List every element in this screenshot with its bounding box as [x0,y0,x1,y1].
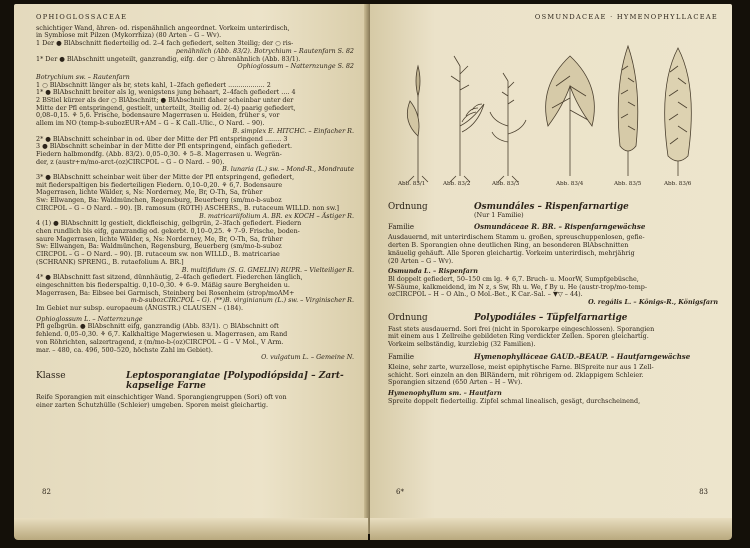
text-line: derten B. Sporangien ohne deutlichen Ring, an besonderen BlAbschnitten [388,241,629,250]
text-line: Sw: Ellwangen, Ba: Waldmünchen, Regensburg, Beuerberg (sm/mo-b-suboz [36,242,282,251]
text-line: Fast stets ausdauernd. Sori frei (nicht in Sporokarpe eingeschlossen). Sporangien [388,324,655,333]
page-edge-left [14,518,368,540]
right-page [370,4,732,532]
text-line: Sporangien sitzend (650 Arten – H – Wv). [388,378,523,387]
figure-caption-83-3: Abb. 83/3 [492,180,520,187]
ordnung-polypodiales [388,313,718,323]
ophioglossum-heading: Ophioglossum L. – Natternzunge [36,314,143,323]
figure-83-6-drawing [665,48,692,176]
text-line: knäuelig gehäuft. Alle Sporen gleichartig. Vorkeim unterirdisch, mehrjährig [388,248,635,257]
text-line: CIRCPOL – G – O Nard. – 90). [B. ramosum (ROTH) ASCHERS., B. rutaceum WILLD. non sw.] [36,203,339,212]
text-line: Fiedern halbmondfg. (Abb. 83/2). 0,05–0,30. ⚘ 5–8. Magerrasen u. Wegrän- [36,149,282,158]
text-line: penähnlich (Abb. 83/2). Botrychium – Rautenfarn S. 82 [175,46,354,55]
intro-key [36,25,354,71]
page-number-left: 82 [42,488,51,496]
klasse-title: Leptosporangiatae [Polypodiópsida] – Zart-kapselige Farne [126,370,344,391]
text-line: 4* ● BlAbschnitt fast sitzend, dünnhäutig, 2–4fach gefiedert. Fiederchen länglich, [36,273,303,282]
hymenophyllum-heading: Hymenophyllum sm. – Hautfarn [388,388,502,397]
page-edge-right [370,518,732,540]
klasse-label: Klasse [36,370,66,381]
familie-label-2: Familie [388,352,415,361]
left-page [14,4,368,532]
running-head-right: OSMUNDACEAE · HYMENOPHYLLACEAE [534,13,718,21]
figure-caption-83-1: Abb. 83/1 [398,180,426,187]
text-line: B. multifidum (S. G. GMELIN) RUPR. – Vielteiliger R. [181,265,354,274]
text-line: einer zarten Schutzhülle (Schleier) umgeben. Sporen meist gleichartig. [36,400,269,409]
ordnung-label-2: Ordnung [388,312,428,323]
familie-hymenophyllaceae [388,353,718,361]
text-line: allem im NO (temp-b-subozEUR+AM – G – K Call.-Ulic., O Nard. – 90). [36,119,265,128]
text-line: der, z (austr+m/mo-arct-(oz)CIRCPOL – G – O Nard. – 90). [36,157,225,166]
text-line: Ophioglossum – Natternzunge S. 82 [237,62,354,71]
osmunda-species: O. regális L. – Königs-R., Königsfarn [588,298,718,307]
text-line: in Symbiose mit Pilzen (Mykorrhiza) (80 Arten – G – Wv). [36,31,222,40]
text-line: Mitte der Pfl entspringend, gestielt, unterteilt, 3teilig od. 2(-4) paarig gefiedert, [36,103,296,112]
figure-83-1-drawing [407,66,428,183]
text-line: 2* ● BlAbschnitt scheinbar in od. über der Mitte der Pfl entspringend ........ 3 [36,134,288,143]
familie-label-1: Familie [388,223,415,232]
klasse-heading [36,371,354,391]
text-line: B. simplex E. HITCHC. – Einfacher R. [232,126,354,135]
osmundaceae-description [388,234,718,265]
familie-name-1: Osmundáceae R. BR. – Rispenfarngewächse [474,222,646,232]
ordnung-osmundales [388,202,718,212]
ophioglossum-text [36,323,354,362]
text-line: 1* ● BlAbschnitt breiter als lg, wenigstens jung behaart, 2–4fach gefiedert .... 4 [36,88,296,97]
right-page-text [388,14,718,405]
text-line: Ausdauernd, mit unterirdischem Stamm u. großen, spreuschuppenlosen, gefie- [388,233,645,242]
text-line: fehlend. 0,05–0,30. ⚘ 6,7. Kalkhaltige Magerwiesen u. Magerrasen, am Rand [36,330,288,339]
text-line: eingeschnitten bis fiederspaltig. 0,10–0,30. ⚘ 6–9. Mäßig saure Bergheiden u. [36,280,290,289]
text-line: W-Säume, kalkmeidend, im N z, s Sw, Rh u. We, f By u. He (austr-trop/mo-temp- [388,282,647,291]
text-line: schicht. Sori einzeln an den BlRändern, mit röhrigem od. 2klappigem Schleier. [388,370,644,379]
text-line: (20 Arten – G – Wv). [388,256,454,265]
text-line: 1 Der ● BlAbschnitt fiederteilig od. 2–4 fach gefiedert, selten 3teilig; der ○ ris- [36,39,294,48]
text-line: Spreite doppelt fiederteilig. Zipfel schmal linealisch, gesägt, durchscheinend, [388,396,641,405]
page-number-right: 83 [699,488,708,496]
figure-83-3-drawing [490,73,526,182]
text-line: 0,08–0,15. ⚘ 5,6. Frische, bodensaure Magerrasen u. Heiden, früher s, vor [36,111,280,120]
text-line: 1 ○ BlAbschnitt länger als br, stets kahl, 1–2fach gefiedert .................. 2 [36,80,271,89]
klasse-text [36,394,354,409]
running-head-left: OPHIOGLOSSACEAE [36,13,128,21]
figure-caption-83-6: Abb. 83/6 [664,180,692,187]
ordnung-name-1: Osmundáles – Rispenfarnartige [474,201,629,212]
figure-caption-83-5: Abb. 83/5 [614,180,642,187]
text-line: (SCHRANK) SPRENG., B. rutaefolium A. BR.] [36,257,184,266]
text-line: 4 (1) ● BlAbschnitt lg gestielt, dickfleischig, gelbgrün, 2–3fach gefiedert. Fiedern [36,219,302,228]
ordnung-name-2: Polypodiáles – Tüpfelfarnartige [474,312,628,323]
hymenophyllum-description [388,398,718,406]
text-line: Magerrasen, Ba: Eibsee bei Garmisch, Steinberg bei Rosenheim (strop/moAM+ [36,288,295,297]
text-line: Pfl gelbgrün. ● BlAbschnitt eifg, ganzrandig (Abb. 83/1). ○ BlAbschnitt oft [36,322,279,331]
book-spread [14,4,738,540]
figure-83-5-drawing [618,46,638,176]
text-line: chen rundlich bis eifg, ganzrandig od. gekerbt. 0,10–0,25. ⚘ 7–9. Frische, boden- [36,226,300,235]
osmunda-heading: Osmunda L. – Rispenfarn [388,267,478,276]
text-line: mit einem aus 1 Zellreihe gebildeten Ring verdickter Zellen. Sporen gleichartig. [388,332,649,341]
botrychium-key [36,82,354,313]
text-line: 1* Der ● BlAbschnitt ungeteilt, ganzrandig, eifg. der ○ ährenähnlich (Abb. 83/1). [36,54,301,63]
left-page-text [36,14,354,409]
fern-figures [388,26,718,196]
ordnung-subtitle-1: (Nur 1 Familie) [474,210,524,219]
botrychium-heading: Botrychium sw. – Rautenfarn [36,72,130,81]
text-line: mar. – 480, ca. 496, 500–520, höchste Zahl im Gebiet). [36,345,213,354]
text-line: m-b-subozCIRCPOL – G). (**)B. virginianum (L.) sw. – Virginischer R. [130,296,354,305]
text-line: Reife Sporangien mit einschichtiger Wand. Sporangiengruppen (Sori) oft von [36,392,287,401]
figure-83-4-drawing [546,56,595,176]
text-line: Vorkeim selbständig, kurzlebig (32 Familien). [388,340,536,349]
text-line: Im Gebiet nur subsp. europaeum (ÅNGSTR.) CLAUSEN – (184). [36,304,244,313]
text-line: Bl doppelt gefiedert, 50–150 cm lg. ⚘ 6,7. Bruch- u. MoorW, Sumpfgebüsche, [388,274,639,283]
text-line: 3* ● BlAbschnitt scheinbar weit über der Mitte der Pfl entspringend, gefiedert, [36,173,295,182]
polypodiales-description [388,326,718,349]
text-line: 2 BStiel kürzer als der ○ BlAbschnitt; ● BlAbschnitt daher scheinbar unter der [36,96,294,105]
ordnung-label-1: Ordnung [388,201,428,212]
figure-caption-83-2: Abb. 83/2 [443,180,471,187]
osmunda-description [388,276,718,299]
figure-83-2-drawing [450,56,484,182]
text-line: O. vulgatum L. – Gemeine N. [261,353,354,362]
signature-mark: 6* [396,488,404,496]
text-line: Kleine, sehr zarte, wurzellose, meist epiphytische Farne. BlSpreite nur aus 1 Zell- [388,362,654,371]
text-line: B. lunaria (L.) sw. – Mond-R., Mondraute [222,165,354,174]
figure-caption-83-4: Abb. 83/4 [556,180,584,187]
text-line: 3 ● BlAbschnitt scheinbar in der Mitte der Pfl entspringend, einfach gefiedert. [36,142,293,151]
text-line: CIRCPOL – G – O Nard. – 90). [B. rutaceum sw. non WILLD., B. matricariae [36,250,280,259]
familie-osmundaceae [388,223,718,231]
hymenophyllaceae-description [388,364,718,387]
text-line: schichtiger Wand, ähren- od. rispenähnlich angeordnet. Vorkeim unterirdisch, [36,23,290,32]
text-line: Sw: Ellwangen, Ba: Waldmünchen, Regensburg, Beuerberg (sm/mo-b-suboz [36,196,282,205]
text-line: ozCIRCPOL – H – O Aln., O Mol.-Bet., K Car.-Sal. – ▼▽ – 44). [388,290,583,299]
familie-name-2: Hymenophylláceae GAUD.-BEAUP. – Hautfarngewächse [474,351,691,361]
text-line: von Röhrichten, salzertragend, z (m/mo-b-(oz)CIRCPOL – G – V Mol., V Arm. [36,337,284,346]
fern-illustrations [388,26,718,186]
text-line: Magerrasen, lichte Wälder, s, Ns: Norderney, Me, Br, O-Th, Sa, früher [36,188,263,197]
text-line: saure Magerrasen, lichte Wälder, s, Ns: Norderney, Me, Br, O-Th, Sa, früher [36,234,283,243]
text-line: B. matricariifolium A. BR. ex KOCH – Ästiger R. [199,211,354,220]
text-line: mit fiederspaltigen bis fiederteiligen Fiedern. 0,10–0,20. ⚘ 6,7. Bodensaure [36,180,283,189]
